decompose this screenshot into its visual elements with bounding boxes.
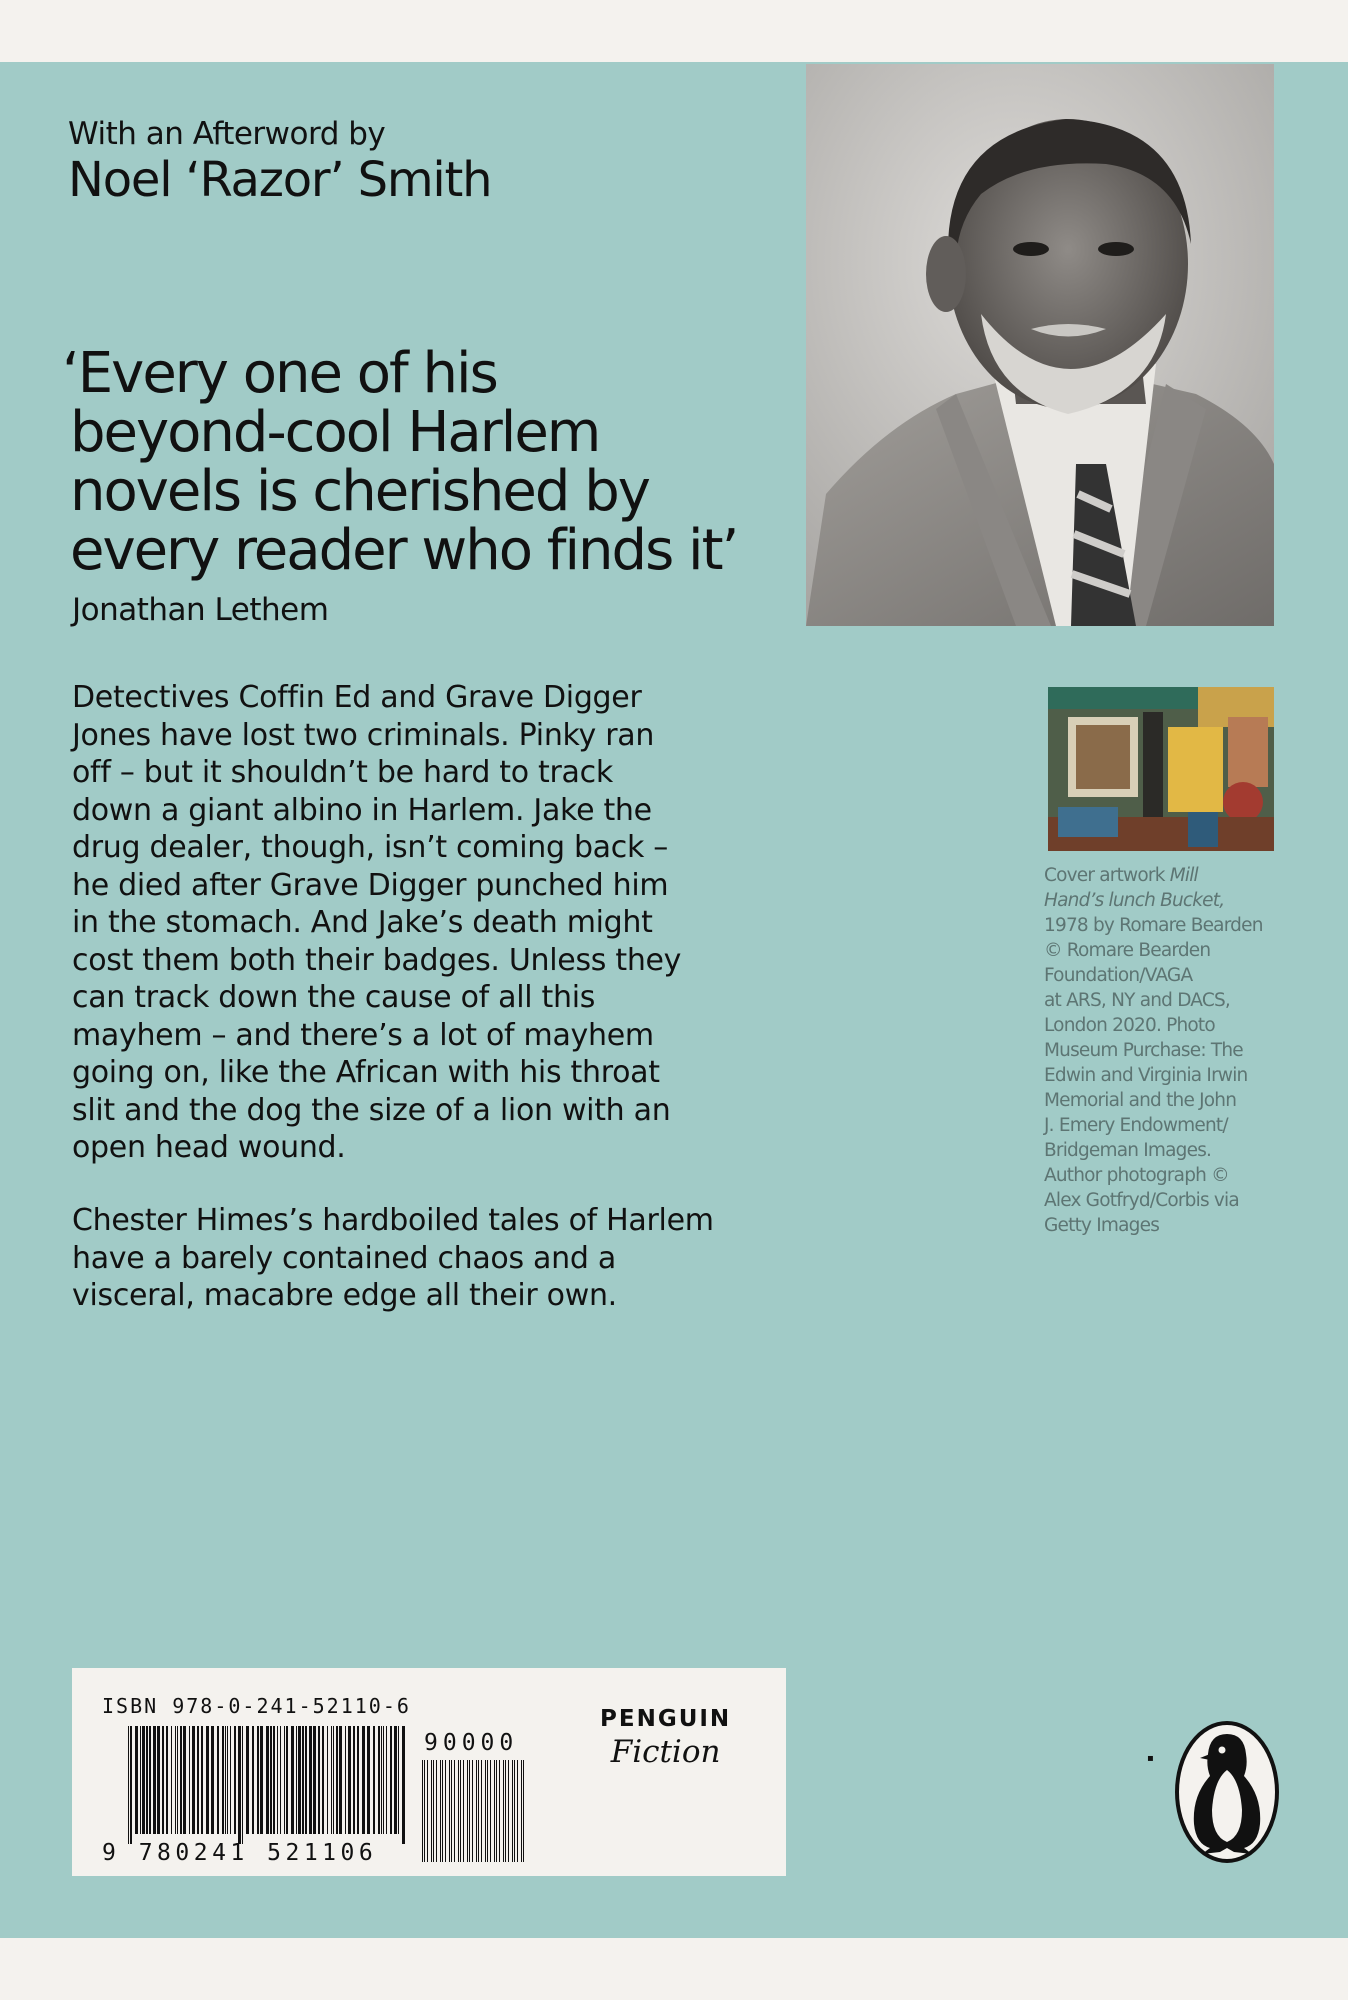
barcode-bar — [496, 1760, 497, 1862]
barcode-bar — [422, 1760, 423, 1862]
barcode-bar — [339, 1726, 342, 1834]
barcode-bar — [313, 1726, 316, 1834]
barcode-bar — [469, 1760, 470, 1862]
barcode-bar — [523, 1760, 524, 1862]
barcode-bar — [284, 1726, 285, 1834]
addon-digits: 90000 — [424, 1730, 519, 1756]
barcode-bar — [436, 1760, 437, 1862]
barcode-bar — [322, 1726, 324, 1834]
afterword-author-name: Noel ‘Razor’ Smith — [68, 152, 492, 208]
blurb-line: Detectives Coffin Ed and Grave Digger — [72, 680, 642, 715]
credits-line: Museum Purchase: The — [1044, 1040, 1243, 1061]
barcode-bar — [225, 1726, 226, 1834]
barcode-bar — [135, 1726, 138, 1834]
barcode-bar — [348, 1726, 351, 1834]
barcode-bar — [280, 1726, 281, 1834]
barcode-bar — [378, 1726, 380, 1834]
cover-artwork-thumbnail — [1048, 687, 1274, 851]
quote-attribution: Jonathan Lethem — [72, 592, 329, 628]
barcode-bar — [166, 1726, 168, 1834]
isbn-barcode — [128, 1726, 408, 1844]
barcode-bar — [514, 1760, 515, 1862]
barcode-bar — [478, 1760, 479, 1862]
barcode-bar — [260, 1726, 263, 1834]
barcode-bar — [336, 1726, 338, 1834]
barcode-bar — [146, 1726, 148, 1834]
barcode-bar — [217, 1726, 219, 1834]
barcode-bar — [177, 1726, 178, 1834]
barcode-bar — [257, 1726, 259, 1834]
barcode-bar — [381, 1726, 382, 1834]
barcode-bar — [472, 1760, 473, 1862]
barcode-bar — [309, 1726, 312, 1834]
quote-line: ‘Every one of his — [62, 341, 497, 406]
penguin-logo-icon — [1174, 1720, 1280, 1864]
barcode-bar — [298, 1726, 301, 1834]
barcode-bar — [305, 1726, 307, 1834]
barcode-bar — [192, 1726, 195, 1834]
barcode-bar — [517, 1760, 518, 1862]
publisher-name: PENGUIN — [600, 1706, 732, 1732]
quote-line: beyond-cool Harlem — [70, 400, 600, 465]
barcode-bar — [318, 1726, 320, 1834]
credits-line: Memorial and the John — [1044, 1090, 1237, 1111]
barcode-bar — [512, 1760, 513, 1862]
barcode-bar — [367, 1726, 370, 1834]
barcode-bar — [227, 1726, 228, 1834]
barcode-bar — [454, 1760, 455, 1862]
barcode-bar — [252, 1726, 254, 1834]
barcode-bar — [291, 1726, 294, 1834]
credits-line: Foundation/VAGA — [1044, 965, 1193, 986]
publisher-block — [600, 1706, 731, 1770]
barcode-bar — [183, 1726, 186, 1834]
barcode-bar — [238, 1726, 241, 1844]
credits-line: London 2020. Photo — [1044, 1015, 1215, 1036]
barcode-bar — [373, 1726, 375, 1834]
credits-line: at ARS, NY and DACS, — [1044, 990, 1230, 1011]
credits-line: Edwin and Virginia Irwin — [1044, 1065, 1248, 1086]
barcode-bar — [128, 1726, 129, 1844]
barcode-bar — [266, 1726, 269, 1834]
review-quote — [62, 341, 782, 583]
barcode-bar — [431, 1760, 432, 1862]
barcode-bar — [458, 1760, 459, 1862]
barcode-bar — [211, 1726, 214, 1834]
barcode-bar — [357, 1726, 359, 1834]
barcode-bar — [490, 1760, 491, 1862]
barcode-bar — [481, 1760, 482, 1862]
barcode-digits: 9 780241 521106 — [102, 1840, 378, 1866]
blurb-line: drug dealer, though, isn’t coming back – — [72, 830, 668, 865]
barcode-bar — [362, 1726, 365, 1834]
barcode-bar — [302, 1726, 304, 1834]
barcode-bar — [442, 1760, 443, 1862]
tagline-line: Chester Himes’s hardboiled tales of Harlem — [72, 1203, 714, 1238]
book-back-cover — [0, 62, 1348, 1938]
barcode-bar — [234, 1726, 236, 1834]
barcode-bar — [440, 1760, 441, 1862]
credits-line: Bridgeman Images. — [1044, 1140, 1212, 1161]
barcode-bar — [427, 1760, 428, 1862]
barcode-bar — [197, 1726, 199, 1834]
blurb-line: mayhem – and there’s a lot of mayhem — [72, 1017, 654, 1053]
tagline-paragraph — [72, 1202, 772, 1315]
blurb-line: cost them both their badges. Unless they — [72, 942, 682, 978]
barcode-bar — [175, 1726, 176, 1834]
barcode-bar — [463, 1760, 464, 1862]
addon-barcode — [422, 1760, 526, 1872]
barcode-bar — [277, 1726, 278, 1834]
barcode-bar — [327, 1726, 328, 1834]
barcode-bar — [386, 1726, 387, 1834]
blurb-line: off – but it shouldn’t be hard to track — [72, 755, 613, 790]
barcode-bar — [130, 1726, 132, 1844]
barcode-bar — [345, 1726, 346, 1834]
barcode-bar — [521, 1760, 522, 1862]
barcode-bar — [222, 1726, 224, 1834]
barcode-bar — [171, 1726, 172, 1834]
cover-credits — [1044, 863, 1294, 1238]
barcode-bar — [383, 1726, 384, 1834]
afterword-intro: With an Afterword by — [68, 116, 386, 152]
barcode-bar — [394, 1726, 397, 1834]
blurb-line: going on, like the African with his throat — [72, 1055, 660, 1090]
barcode-bar — [180, 1726, 182, 1834]
isbn-label: ISBN 978-0-241-52110-6 — [102, 1694, 411, 1718]
barcode-bar — [398, 1726, 399, 1834]
barcode-bar — [476, 1760, 477, 1862]
quote-line: novels is cherished by — [70, 459, 649, 524]
credits-line: Alex Gotfryd/Corbis via — [1044, 1190, 1239, 1211]
barcode-bar — [157, 1726, 160, 1834]
barcode-bar — [242, 1726, 243, 1844]
barcode-bar — [503, 1760, 504, 1862]
blurb-line: in the stomach. And Jake’s death might — [72, 905, 653, 940]
barcode-bar — [445, 1760, 446, 1862]
barcode-bar — [206, 1726, 209, 1834]
barcode-bar — [149, 1726, 151, 1834]
tagline-line: have a barely contained chaos and a — [72, 1240, 616, 1276]
artwork-title-part: Mill — [1169, 865, 1198, 886]
artwork-title-part: Hand’s lunch Bucket, — [1044, 890, 1225, 911]
barcode-bar — [487, 1760, 488, 1862]
blurb-paragraph — [72, 679, 772, 1167]
quote-line: every reader who finds it’ — [70, 518, 738, 583]
credits-line: Getty Images — [1044, 1215, 1160, 1236]
barcode-bar — [424, 1760, 425, 1862]
credits-line: 1978 by Romare Bearden — [1044, 915, 1263, 936]
barcode-bar — [273, 1726, 275, 1834]
small-mark: ▪ — [1147, 1753, 1154, 1764]
barcode-bar — [333, 1726, 334, 1834]
barcode-bar — [390, 1726, 392, 1834]
barcode-bar — [142, 1726, 145, 1834]
barcode-bar — [505, 1760, 506, 1862]
barcode-bar — [451, 1760, 452, 1862]
barcode-bar — [353, 1726, 355, 1834]
barcode-bar — [467, 1760, 468, 1862]
barcode-bar — [162, 1726, 164, 1834]
tagline-line: visceral, macabre edge all their own. — [72, 1278, 617, 1313]
credits-line: J. Emery Endowment/ — [1044, 1115, 1228, 1136]
publisher-imprint: Fiction — [610, 1734, 721, 1770]
barcode-bar — [485, 1760, 486, 1862]
barcode-bar — [286, 1726, 288, 1834]
barcode-bar — [499, 1760, 500, 1862]
credits-line: Cover artwork — [1044, 865, 1170, 886]
barcode-bar — [246, 1726, 249, 1834]
barcode-panel — [72, 1668, 786, 1876]
barcode-bar — [402, 1726, 405, 1844]
barcode-bar — [494, 1760, 495, 1862]
blurb-line: Jones have lost two criminals. Pinky ran — [72, 717, 655, 753]
blurb-line: can track down the cause of all this — [72, 980, 596, 1015]
barcode-bar — [140, 1726, 141, 1834]
blurb-line: open head wound. — [72, 1130, 346, 1165]
barcode-bar — [230, 1726, 231, 1834]
author-portrait-image — [806, 64, 1274, 626]
credits-line: © Romare Bearden — [1044, 940, 1211, 961]
barcode-bar — [201, 1726, 203, 1834]
barcode-bar — [508, 1760, 509, 1862]
barcode-bar — [433, 1760, 434, 1862]
barcode-bar — [153, 1726, 156, 1834]
blurb-line: slit and the dog the size of a lion with an — [72, 1092, 671, 1128]
barcode-bar — [460, 1760, 461, 1862]
barcode-bar — [296, 1726, 297, 1834]
author-portrait — [806, 64, 1274, 626]
barcode-bar — [189, 1726, 190, 1834]
cover-artwork-image — [1048, 687, 1274, 851]
barcode-bar — [270, 1726, 272, 1834]
barcode-bar — [331, 1726, 332, 1834]
blurb-line: he died after Grave Digger punched him — [72, 867, 669, 903]
barcode-bar — [449, 1760, 450, 1862]
blurb-line: down a giant albino in Harlem. Jake the — [72, 792, 652, 828]
credits-line: Author photograph © — [1044, 1165, 1229, 1186]
